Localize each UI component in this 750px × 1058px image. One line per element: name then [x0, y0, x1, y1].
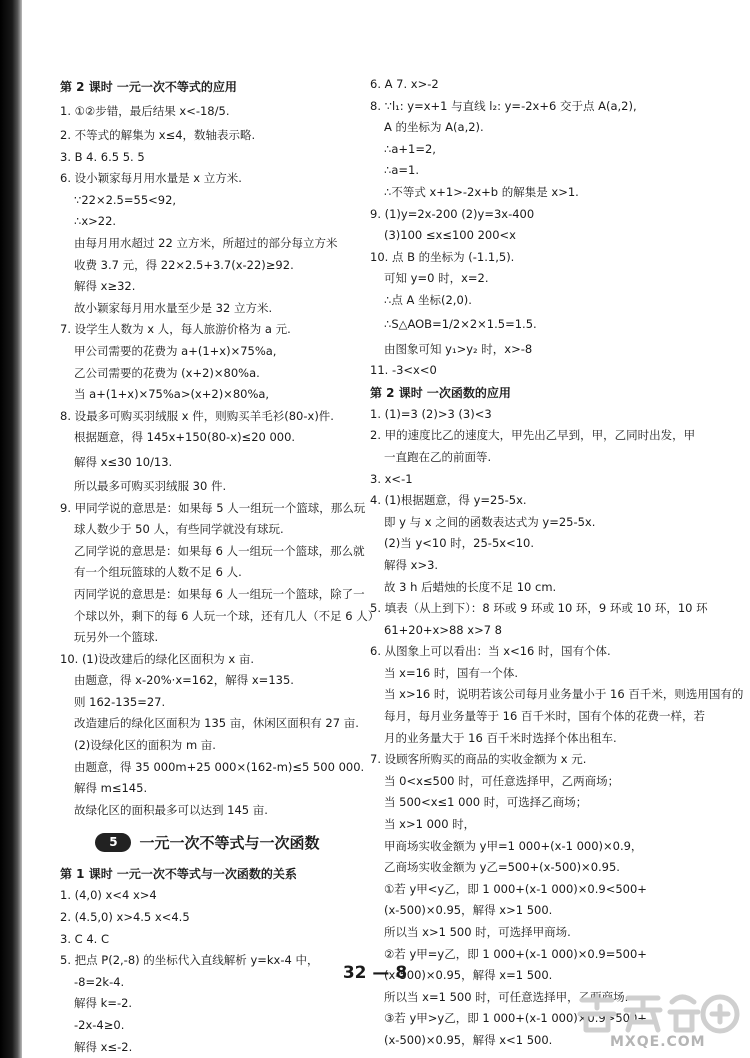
answer-line: 解得 k=-2.: [74, 996, 133, 1011]
answer-line: 可知 y=0 时，x=2.: [384, 271, 489, 286]
answer-line: (2)设绿化区的面积为 m 亩.: [74, 738, 216, 753]
answer-line: 每月，每月业务量等于 16 百千米时，国有个体的花费一样，若: [384, 709, 705, 724]
unit-number: 5: [109, 835, 118, 850]
answer-line: 7. 设顾客所购买的商品的实收金额为 x 元.: [370, 752, 587, 767]
answer-line: ③若 y甲>y乙，即 1 000+(x-1 000)×0.9>500+: [384, 1011, 647, 1026]
answer-line: 9. (1)y=2x-200 (2)y=3x-400: [370, 206, 535, 221]
answer-line: 根据题意，得 145x+150(80-x)≤20 000.: [74, 430, 296, 445]
answer-line: 所以最多可购买羽绒服 30 件.: [74, 478, 227, 493]
answer-line: (3)100 ≤x≤100 200<x: [384, 228, 516, 243]
answer-line: 故绿化区的面积最多可以达到 145 亩.: [74, 802, 268, 817]
answer-line: ①若 y甲<y乙，即 1 000+(x-1 000)×0.9<500+: [384, 881, 647, 896]
answer-line: 7. 设学生人数为 x 人，每人旅游价格为 a 元.: [60, 322, 291, 337]
answer-list: [60, 98, 380, 821]
answer-line: 丙同学说的意思是：如果每 6 人一组玩一个篮球，除了一: [74, 586, 365, 601]
answer-line: 61+20+x>88 x>7 8: [384, 622, 502, 637]
answer-line: 1. (4,0) x<4 x>4: [60, 888, 157, 903]
answer-line: 10. (1)设改建后的绿化区面积为 x 亩.: [60, 651, 255, 666]
answer-line: 3. C 4. C: [60, 931, 109, 946]
answer-line: A 的坐标为 A(a,2).: [384, 120, 484, 135]
lesson-heading: 第 2 课时 一元一次不等式的应用: [60, 80, 237, 94]
answer-line: 3. B 4. 6.5 5. 5: [60, 149, 145, 164]
answer-line: 1. (1)=3 (2)>3 (3)<3: [370, 406, 492, 421]
answer-line: 6. 设小颖家每月用水量是 x 立方米.: [60, 171, 242, 186]
watermark: [572, 990, 742, 1052]
answer-line: 9. 甲同学说的意思是：如果每 5 人一组玩一个篮球，那么玩: [60, 500, 366, 515]
answer-line: 当 x>1 000 时，: [384, 817, 476, 832]
answer-line: 解得 x≤30 10/13.: [74, 454, 173, 469]
answer-line: ∴S△AOB=1/2×2×1.5=1.5.: [384, 317, 537, 332]
unit-heading: [60, 823, 355, 861]
answer-line: 解得 m≤145.: [74, 781, 148, 796]
answer-line: 解得 x≤-2.: [74, 1039, 133, 1054]
answer-line: (x-500)×0.95，解得 x>1 500.: [384, 903, 553, 918]
answer-line: 8. ∵l₁: y=x+1 与直线 l₂: y=-2x+6 交于点 A(a,2),: [370, 98, 637, 113]
answer-line: 月的业务量大于 16 百千米时选择个体出租车.: [384, 730, 617, 745]
answer-line: 11. -3<x<0: [370, 363, 437, 378]
answer-line: 当 0<x≤500 时，可任意选择甲，乙两商场；: [384, 773, 620, 788]
answer-line: ∴不等式 x+1>-2x+b 的解集是 x>1.: [384, 185, 579, 200]
answer-line: 由题意，得 x-20%·x=162，解得 x=135.: [74, 673, 294, 688]
answer-line: 个球以外，剩下的每 6 人玩一个球，还有几人（不足 6 人）: [74, 608, 380, 623]
answer-line: ∴a=1.: [384, 163, 419, 178]
answer-line: ∴x>22.: [74, 214, 117, 229]
lesson-heading: 第 2 课时 一次函数的应用: [370, 385, 511, 400]
unit-number-badge: [95, 833, 131, 852]
answer-line: 1. ①②步错，最后结果 x<-18/5.: [60, 103, 230, 118]
answer-line: 玩另外一个篮球.: [74, 630, 159, 645]
answer-line: 6. A 7. x>-2: [370, 77, 439, 92]
answer-line: 即 y 与 x 之间的函数表达式为 y=25-5x.: [384, 514, 596, 529]
answer-line: 收费 3.7 元，得 22×2.5+3.7(x-22)≥92.: [74, 257, 294, 272]
answer-line: 甲商场实收金额为 y甲=1 000+(x-1 000)×0.9，: [384, 838, 643, 853]
answer-line: 3. x<-1: [370, 471, 413, 486]
answer-line: 当 500<x≤1 000 时，可选择乙商场；: [384, 795, 588, 810]
answer-line: (2)当 y<10 时，25-5x<10.: [384, 536, 535, 551]
watermark-logo-icon: [572, 990, 742, 1036]
answer-line: 故 3 h 后蜡烛的长度不足 10 cm.: [384, 579, 557, 594]
answer-line: 5. 填表（从上到下）：8 环或 9 环或 10 环，9 环或 10 环，10 环: [370, 601, 708, 616]
answer-line: 改造建后的绿化区面积为 135 亩，休闲区面积有 27 亩.: [74, 716, 359, 731]
unit-title: 一元一次不等式与一次函数: [139, 833, 320, 852]
page-number: 32 — 8: [342, 963, 408, 983]
answer-line: 10. 点 B 的坐标为 (-1.1,5).: [370, 249, 515, 264]
answer-line: 5. 把点 P(2,-8) 的坐标代入直线解析 y=kx-4 中，: [60, 953, 319, 968]
answer-line: ②若 y甲=y乙，即 1 000+(x-1 000)×0.9=500+: [384, 946, 647, 961]
answer-line: 由题意，得 35 000m+25 000×(162-m)≤5 500 000.: [74, 759, 365, 774]
answer-line: 甲公司需要的花费为 a+(1+x)×75%a,: [74, 343, 277, 358]
answer-line: 故小颖家每月用水量至少是 32 立方米.: [74, 300, 273, 315]
answer-line: (x-500)×0.95，解得 x<1 500.: [384, 1032, 553, 1047]
answer-line: 乙公司需要的花费为 (x+2)×80%a.: [74, 365, 260, 380]
answer-line: 由每月用水超过 22 立方米，所超过的部分每立方米: [74, 236, 338, 251]
answer-line: ∴a+1=2,: [384, 141, 436, 156]
answer-line: 一直跑在乙的前面等.: [384, 449, 492, 464]
answer-line: -8=2k-4.: [74, 974, 125, 989]
answer-line: -2x-4≥0.: [74, 1018, 125, 1033]
answer-line: 2. (4.5,0) x>4.5 x<4.5: [60, 910, 190, 925]
lesson-heading: 第 1 课时 一元一次不等式与一次函数的关系: [60, 867, 297, 882]
book-spine-shadow: [0, 0, 22, 1058]
answer-line: 解得 x≥32.: [74, 279, 136, 294]
answer-line: 当 x=16 时，国有一个体.: [384, 665, 519, 680]
answer-line: ∵22×2.5=55<92,: [74, 192, 177, 207]
answer-line: 2. 甲的速度比乙的速度大，甲先出乙早到，甲，乙同时出发，甲: [370, 428, 696, 443]
answer-line: 当 a+(1+x)×75%a>(x+2)×80%a,: [74, 387, 270, 402]
answer-line: 球人数少于 50 人，有些同学就没有球玩.: [74, 522, 284, 537]
answer-line: 乙同学说的意思是：如果每 6 人一组玩一个篮球，那么就: [74, 543, 365, 558]
answer-line: 当 x>16 时，说明若该公司每月业务量小于 16 百千米，则选用国有的: [384, 687, 744, 702]
answer-line: 则 162-135=27.: [74, 694, 166, 709]
answer-line: 6. 从图象上可以看出：当 x<16 时，国有个体.: [370, 644, 611, 659]
answer-line: 2. 不等式的解集为 x≤4，数轴表示略.: [60, 128, 256, 143]
answer-line: 有一个组玩篮球的人数不足 6 人.: [74, 565, 242, 580]
answer-line: 由图象可知 y₁>y₂ 时，x>-8: [384, 341, 533, 356]
answer-line: 8. 设最多可购买羽绒服 x 件，则购买羊毛衫(80-x)件.: [60, 408, 334, 423]
answer-list: [370, 404, 744, 1052]
right-column: [370, 74, 744, 1052]
answer-line: 乙商场实收金额为 y乙=500+(x-500)×0.95.: [384, 860, 620, 875]
answer-list: [370, 74, 700, 382]
answer-line: 解得 x>3.: [384, 557, 439, 572]
answer-line: ∴点 A 坐标(2,0).: [384, 292, 472, 307]
answer-line: 所以当 x>1 500 时，可选择甲商场.: [384, 925, 571, 940]
answer-line: 4. (1)根据题意，得 y=25-5x.: [370, 493, 527, 508]
watermark-url: MXQE.COM: [610, 1034, 706, 1050]
answer-line: 所以当 x=1 500 时，可任意选择甲，乙两商场.: [384, 989, 629, 1004]
answer-line: (x-500)×0.95，解得 x=1 500.: [384, 968, 553, 983]
